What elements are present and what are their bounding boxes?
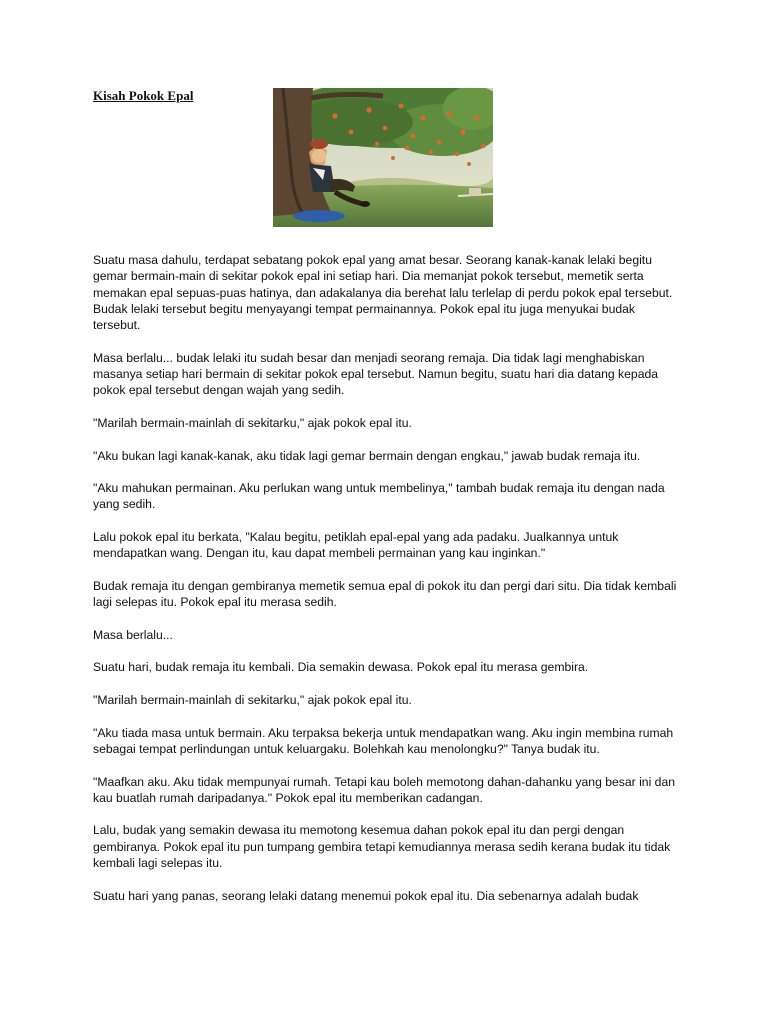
paragraph: Masa berlalu... budak lelaki itu sudah besar dan menjadi seorang remaja. Dia tidak lagi menghabiskan masanya setiap hari bermain di sekitar pokok epal tersebut. Namun begitu, suatu hari dia datang kepada pokok epal tersebut dengan wajah yang sedih. bbox=[93, 350, 659, 398]
paragraph: Masa berlalu... bbox=[93, 627, 173, 642]
paragraph: Lalu, budak yang semakin dewasa itu memotong kesemua dahan pokok epal itu dan pergi dengan gembiranya. Pokok epal itu pun tumpang gembira tetapi kemudiannya merasa sedih kerana budak itu tidak kembali lagi selepas itu. bbox=[93, 823, 671, 870]
paragraph: Suatu hari, budak remaja itu kembali. Dia semakin dewasa. Pokok epal itu merasa gembira. bbox=[93, 660, 589, 675]
paragraph: "Marilah bermain-mainlah di sekitarku," ajak pokok epal itu. bbox=[93, 415, 412, 430]
apple-tree-illustration bbox=[273, 88, 493, 227]
paragraph: "Aku mahukan permainan. Aku perlukan wang untuk membelinya," tambah budak remaja itu dengan nada yang sedih. bbox=[93, 481, 665, 512]
paragraph: Budak remaja itu dengan gembiranya memetik semua epal di pokok itu dan pergi dari situ. Dia tidak kembali lagi selepas itu. Pokok epal itu merasa sedih. bbox=[93, 578, 677, 610]
story-body bbox=[93, 252, 678, 920]
document-title: Kisah Pokok Epal bbox=[93, 88, 194, 103]
paragraph: "Aku tiada masa untuk bermain. Aku terpaksa bekerja untuk mendapatkan wang. Aku ingin membina rumah sebagai tempat perlindungan untuk keluargaku. Bolehkah kau menolongku?" Tanya budak itu. bbox=[93, 725, 674, 756]
paragraph: "Maafkan aku. Aku tidak mempunyai rumah. Tetapi kau boleh memotong dahan-dahanku yang besar ini dan kau buatlah rumah daripadanya." Pokok epal itu memberikan cadangan. bbox=[93, 774, 676, 805]
paragraph: Suatu hari yang panas, seorang lelaki datang menemui pokok epal itu. Dia sebenarnya adalah budak bbox=[93, 888, 639, 903]
paragraph: Suatu masa dahulu, terdapat sebatang pokok epal yang amat besar. Seorang kanak-kanak lelaki begitu gemar bermain-main di sekitar pokok epal ini setiap hari. Dia memanjat pokok tersebut, memetik serta memakan epal sepuas-puas hatinya, dan adakalanya dia berehat lalu terlelap di perdu pokok epal tersebut. Budak lelaki tersebut begitu menyayangi tempat permainannya. Pokok epal itu juga menyukai budak tersebut. bbox=[93, 253, 673, 333]
paragraph: Lalu pokok epal itu berkata, "Kalau begitu, petiklah epal-epal yang ada padaku. Jualkannya untuk mendapatkan wang. Dengan itu, kau dapat membeli permainan yang kau inginkan." bbox=[93, 530, 619, 561]
paragraph: "Aku bukan lagi kanak-kanak, aku tidak lagi gemar bermain dengan engkau," jawab budak remaja itu. bbox=[93, 448, 641, 463]
paragraph: "Marilah bermain-mainlah di sekitarku," ajak pokok epal itu. bbox=[93, 693, 412, 708]
